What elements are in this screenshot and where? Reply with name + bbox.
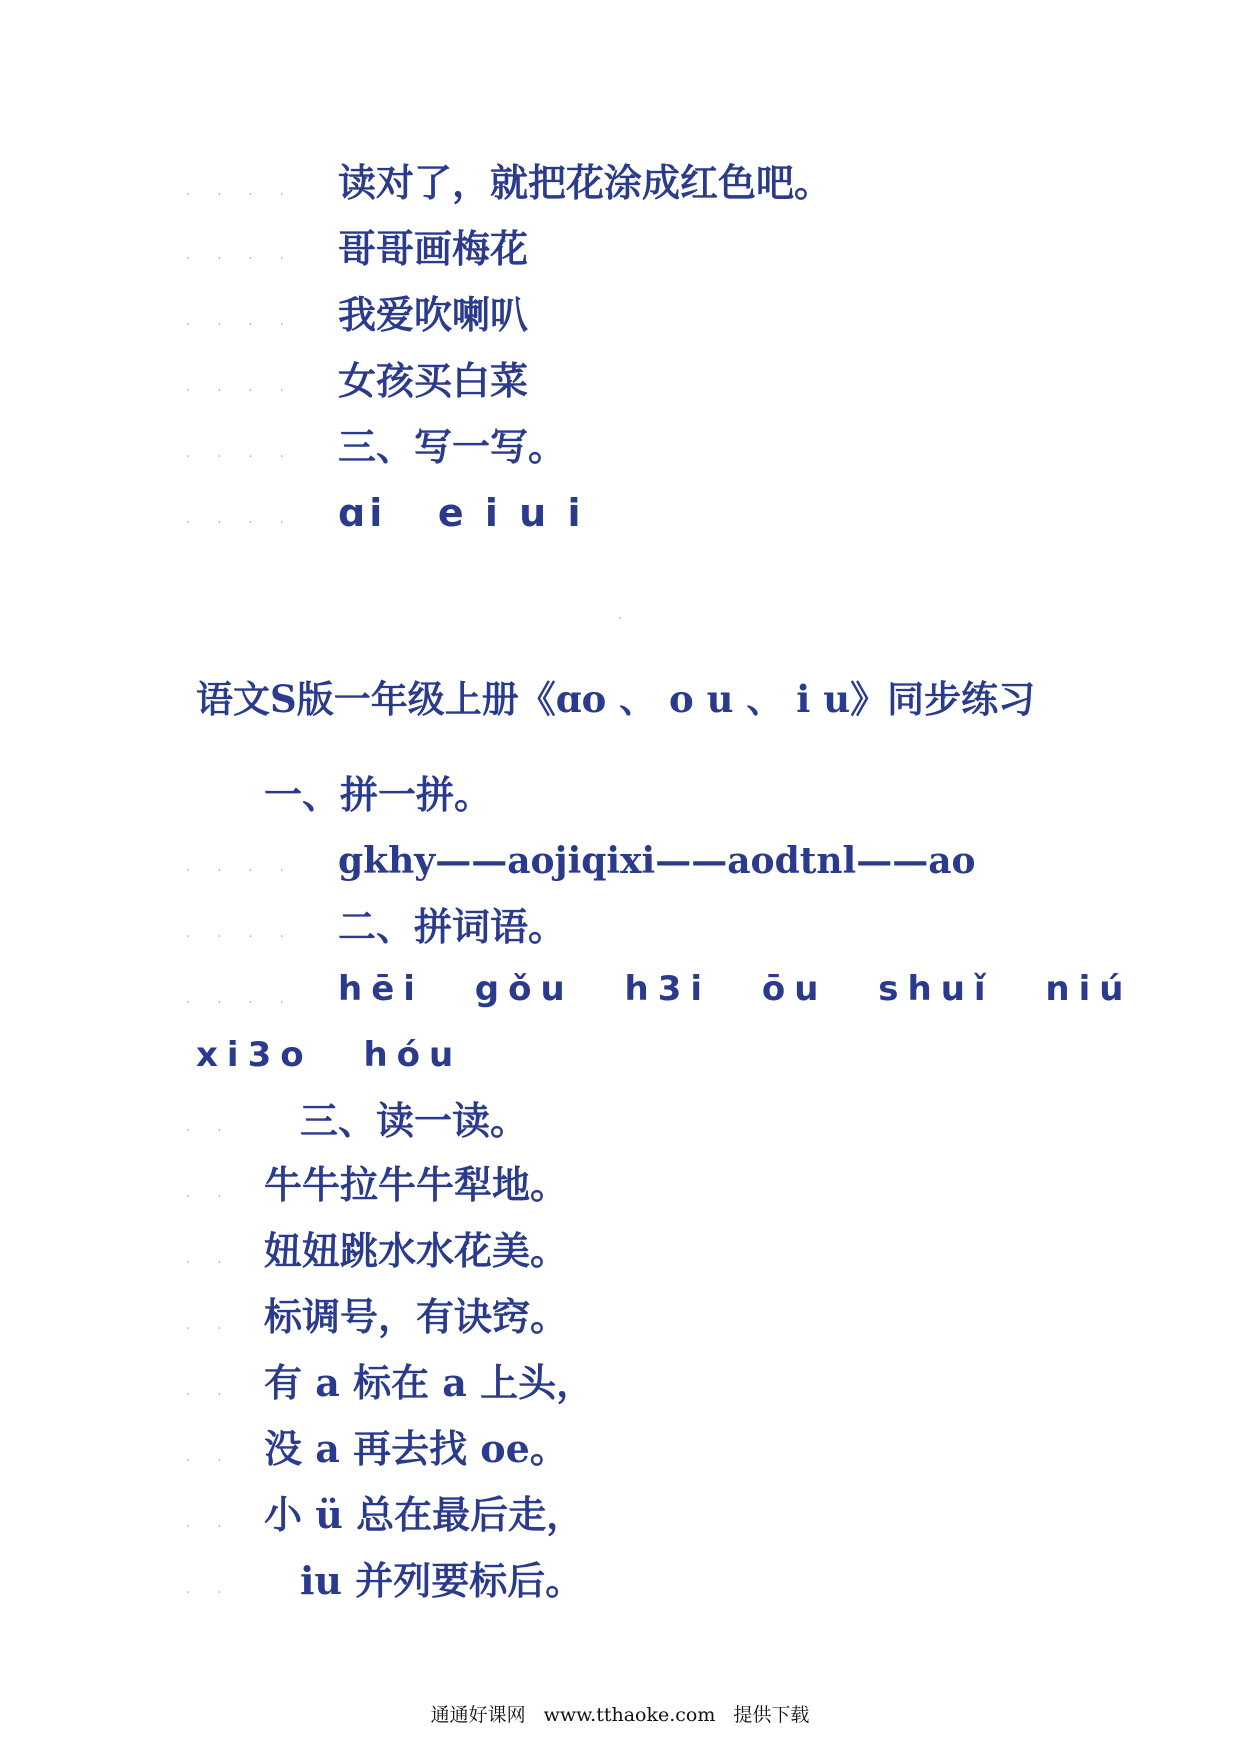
- poem-line: 牛牛拉牛牛犁地。: [264, 1162, 569, 1207]
- footer-url[interactable]: www.tthaoke.com: [543, 1704, 716, 1726]
- exercise-title: 语文S版一年级上册《ɑo 、 o u 、 i u》同步练习: [196, 677, 1036, 721]
- poem-line: 妞妞跳水水花美。: [264, 1228, 569, 1273]
- dot-guides: · ·: [186, 1255, 222, 1271]
- dot-guides: · ·: [186, 1453, 222, 1469]
- dot-guides: · ·: [186, 1321, 222, 1337]
- instruction-color-flowers: 读对了，就把花涂成红色吧。: [338, 160, 833, 205]
- dot-guides: · ·: [186, 1189, 222, 1205]
- reading-line: 我爱吹喇叭: [338, 292, 529, 337]
- section-heading: 三、写一写。: [338, 424, 567, 469]
- question-2-pinyin-row-2: xi3o hóu: [196, 1035, 463, 1075]
- footer-site-name: 通通好课网: [430, 1704, 526, 1726]
- dot-guides: · · · ·: [186, 515, 284, 531]
- dot-guides: · · · ·: [186, 317, 284, 333]
- poem-line: iu 并列要标后。: [300, 1558, 584, 1603]
- dot-guides: · · · ·: [186, 383, 284, 399]
- question-1-pinyin: gkhy——aojiqixi——aodtnl——ao: [338, 840, 976, 882]
- reading-line: 哥哥画梅花: [338, 226, 529, 271]
- page-footer: [0, 1700, 1240, 1727]
- dot-guides: · ·: [186, 1123, 222, 1139]
- reading-line: 女孩买白菜: [338, 358, 529, 403]
- question-2-pinyin-row-1: hēi gǒu h3i ōu shuǐ niú: [338, 969, 1133, 1009]
- poem-line: 没 a 再去找 oe。: [264, 1426, 568, 1471]
- question-3-heading: 三、读一读。: [300, 1098, 529, 1143]
- pinyin-writing-line: ɑi e i u i: [338, 491, 585, 535]
- footer-suffix: 提供下载: [733, 1704, 810, 1726]
- dot-guides: · · · ·: [186, 449, 284, 465]
- dot-guides: · · · ·: [186, 863, 284, 879]
- dot-guides: · · · ·: [186, 251, 284, 267]
- question-2-heading: 二、拼词语。: [338, 904, 567, 949]
- dot-guides: · ·: [186, 1387, 222, 1403]
- dot-guides: · ·: [186, 1585, 222, 1601]
- dot-guides: ·: [618, 611, 623, 627]
- question-1-heading: 一、拼一拼。: [264, 772, 493, 817]
- poem-line: 标调号，有诀窍。: [264, 1294, 569, 1339]
- dot-guides: · · · ·: [186, 187, 284, 203]
- dot-guides: · · · ·: [186, 995, 284, 1011]
- poem-line: 小 ü 总在最后走，: [264, 1492, 585, 1537]
- dot-guides: · · · ·: [186, 929, 284, 945]
- dot-guides: · ·: [186, 1519, 222, 1535]
- poem-line: 有 a 标在 a 上头，: [264, 1360, 595, 1405]
